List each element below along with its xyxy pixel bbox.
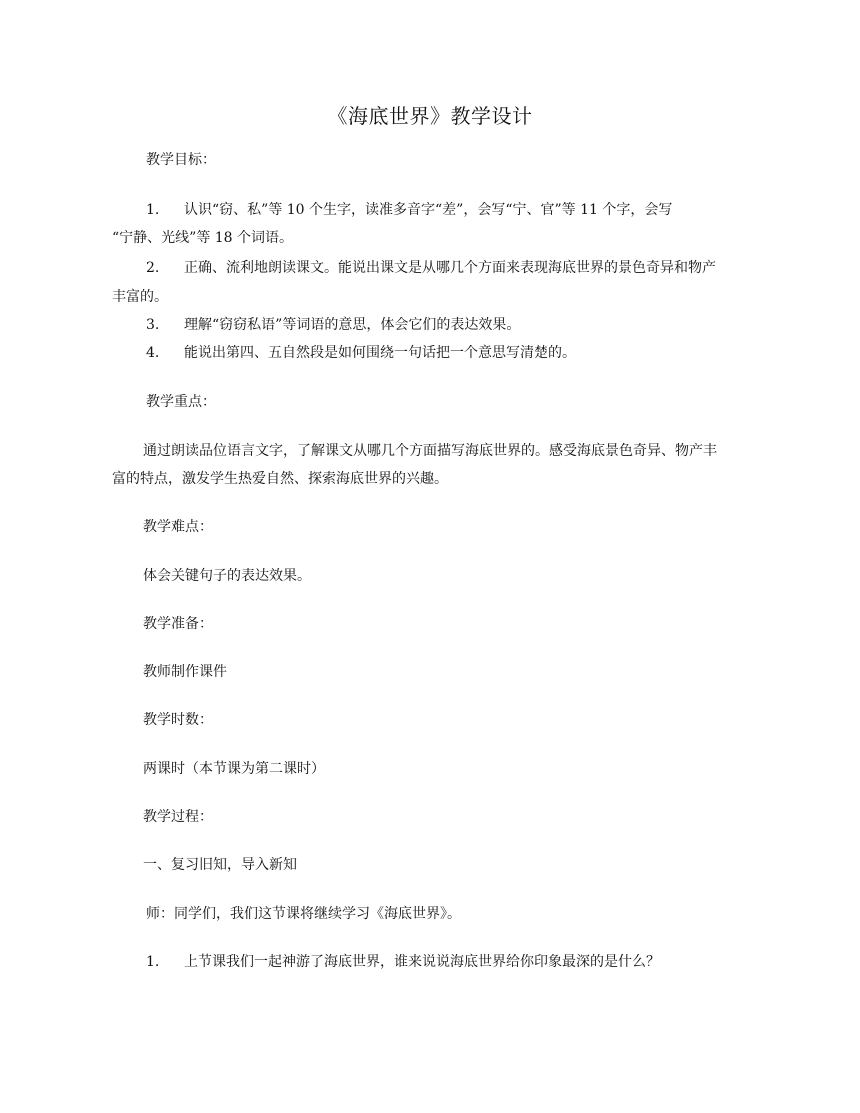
document-title: 《海底世界》教学设计 [327,104,533,128]
objective-item-4 [146,343,576,363]
objectives-heading: 教学目标： [146,152,216,168]
difficulties-text: 体会关键句子的表达效果。 [143,568,311,584]
objective-number: 1. [146,202,160,218]
objective-number: 3. [146,317,160,333]
key-points-heading: 教学重点： [146,394,216,410]
objective-number: 2. [146,260,160,276]
duration-text: 两课时（本节课为第二课时） [143,761,325,777]
process-section-1: 一、复习旧知，导入新知 [143,857,297,873]
difficulties-heading: 教学难点： [143,519,213,535]
process-heading: 教学过程： [143,809,213,825]
objective-text: 理解“窃窃私语”等词语的意思，体会它们的表达效果。 [184,317,521,333]
preparation-heading: 教学准备： [143,616,213,632]
objective-item-2 [146,258,716,278]
objective-item-3 [146,315,520,335]
duration-heading: 教学时数： [143,712,213,728]
process-question-1 [146,952,660,972]
objective-item-1 [146,200,672,220]
objective-text: 能说出第四、五自然段是如何围绕一句话把一个意思写清楚的。 [184,345,576,361]
preparation-text: 教师制作课件 [143,664,227,680]
objective-item-2-continuation: 丰富的。 [112,289,168,305]
objective-item-1-continuation: “宁静、光线”等 18 个词语。 [112,230,294,246]
objective-text: 认识“窃、私”等 10 个生字，读准多音字“差”，会写“宁、官”等 11 个字，会写 [184,202,673,218]
key-points-line-1: 通过朗读品位语言文字，了解课文从哪几个方面描写海底世界的。感受海底景色奇异、物产丰 [143,443,717,459]
teacher-line: 师：同学们，我们这节课将继续学习《海底世界》。 [146,906,461,922]
question-number: 1. [146,954,160,970]
objective-text: 正确、流利地朗读课文。能说出课文是从哪几个方面来表现海底世界的景色奇异和物产 [184,260,716,276]
question-text: 上节课我们一起神游了海底世界，谁来说说海底世界给你印象最深的是什么？ [184,954,660,970]
objective-number: 4. [146,345,160,361]
key-points-line-2: 富的特点，激发学生热爱自然、探索海底世界的兴趣。 [112,471,448,487]
